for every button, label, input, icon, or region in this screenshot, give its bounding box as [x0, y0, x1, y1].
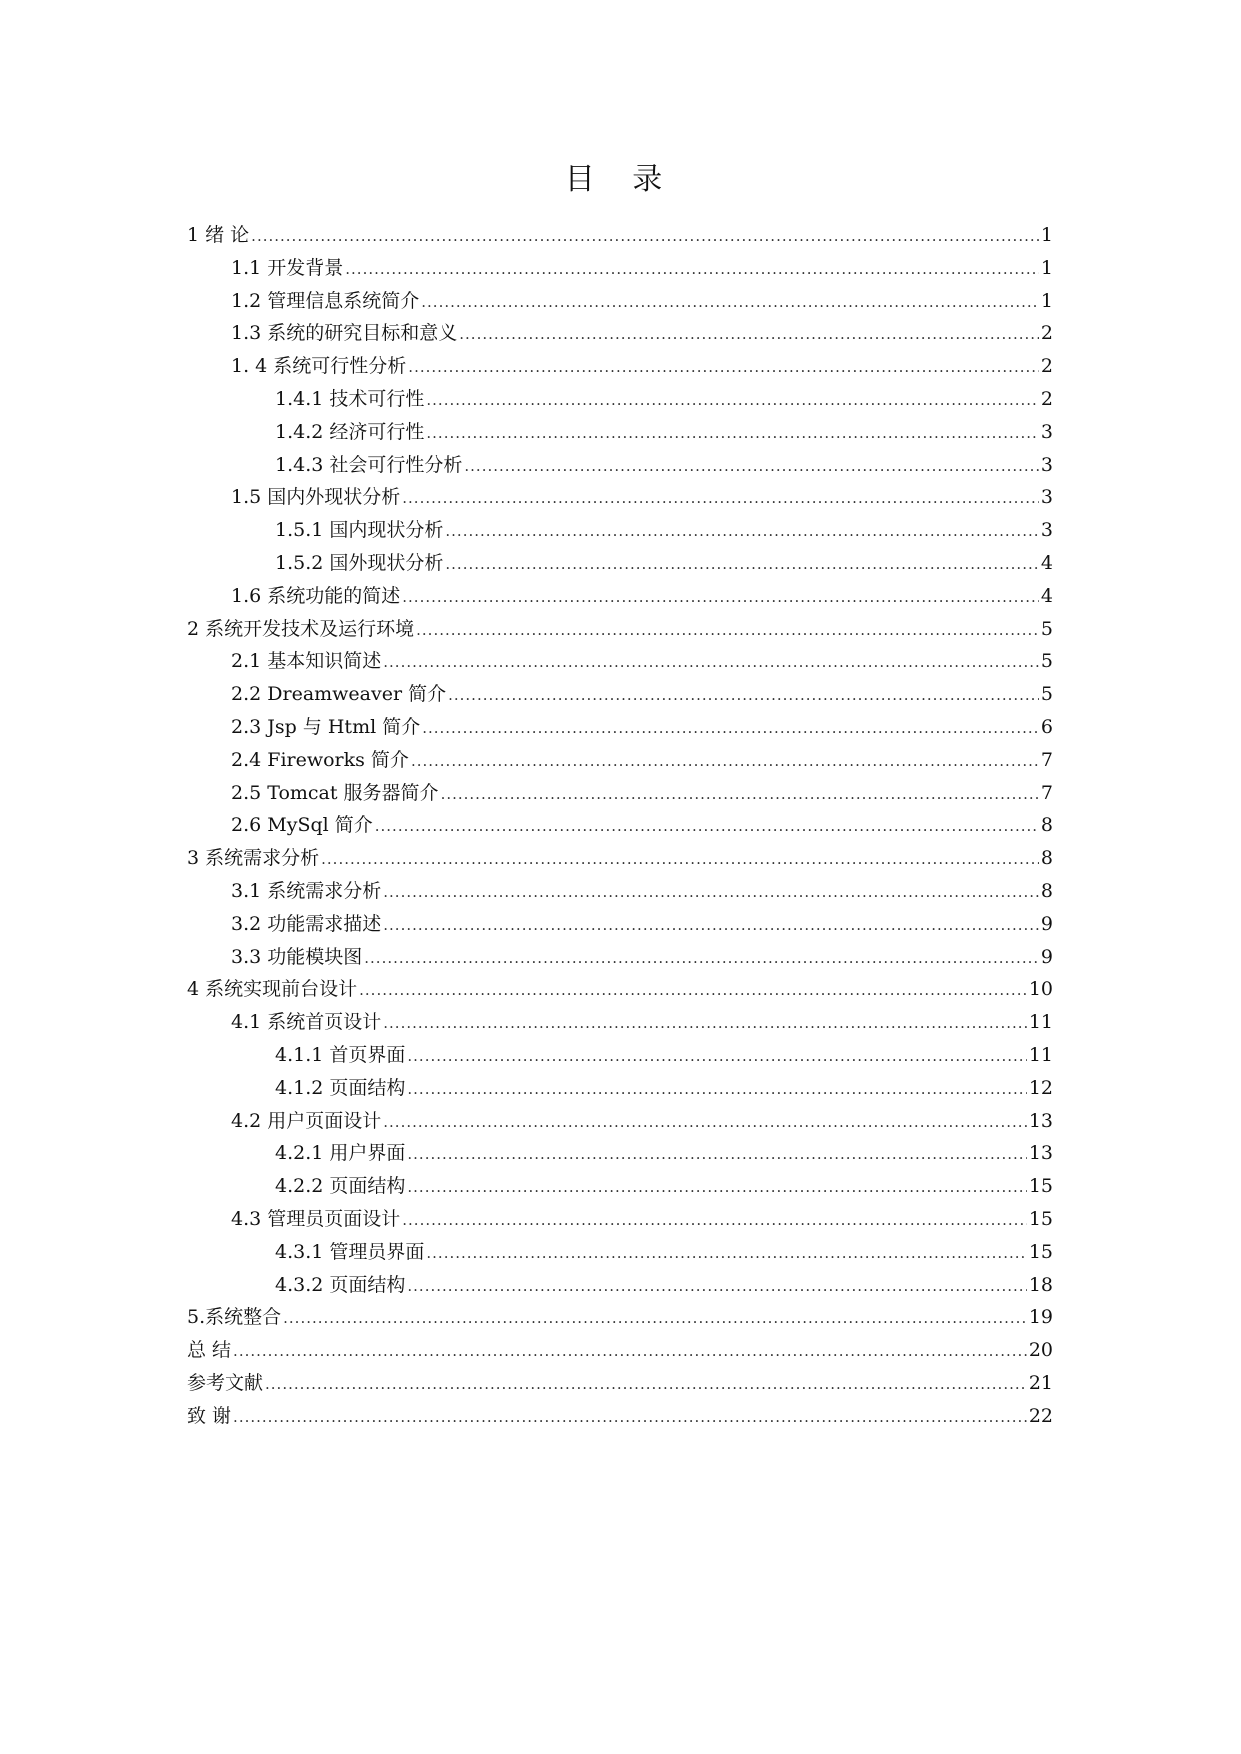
- toc-entry-page-number: 1: [1040, 224, 1053, 246]
- toc-leader-dots: [375, 810, 1039, 843]
- toc-entry-page-number: 15: [1028, 1240, 1053, 1263]
- toc-entry[interactable]: [187, 1301, 1053, 1334]
- toc-entry-label: 4.1.1 首页界面: [275, 1043, 406, 1066]
- toc-entry[interactable]: [187, 449, 1053, 482]
- toc-leader-dots: [407, 1171, 1026, 1204]
- toc-entry[interactable]: [187, 777, 1053, 810]
- toc-entry[interactable]: [187, 1072, 1053, 1105]
- toc-entry-label: 总 结: [187, 1339, 232, 1362]
- toc-entry-page-number: 20: [1028, 1339, 1053, 1362]
- toc-leader-dots: [407, 1040, 1026, 1073]
- toc-entry-label: 1. 4 系统可行性分析: [231, 355, 407, 378]
- toc-leader-dots: [283, 1302, 1027, 1335]
- toc-entry-label: 5.系统整合: [187, 1306, 282, 1329]
- toc-entry[interactable]: [187, 285, 1053, 318]
- toc-entry-page-number: 3: [1040, 486, 1053, 509]
- toc-entry[interactable]: [187, 613, 1053, 646]
- toc-entry[interactable]: [187, 711, 1053, 744]
- toc-entry-label: 4.2 用户页面设计: [231, 1109, 382, 1132]
- toc-leader-dots: [402, 482, 1039, 515]
- toc-entry-label: 1.5 国内外现状分析: [231, 486, 401, 509]
- toc-leader-dots: [383, 1106, 1027, 1139]
- toc-entry-page-number: 2: [1040, 387, 1053, 410]
- toc-entry-label: 4.3.1 管理员界面: [275, 1240, 425, 1263]
- toc-entry[interactable]: [187, 1039, 1053, 1072]
- toc-entry-label: 1.1 开发背景: [231, 256, 344, 279]
- toc-entry[interactable]: [187, 1269, 1053, 1302]
- toc-entry[interactable]: [187, 219, 1053, 252]
- toc-entry-page-number: 8: [1040, 814, 1053, 837]
- toc-entry-label: 4.3.2 页面结构: [275, 1273, 406, 1296]
- toc-leader-dots: [445, 515, 1039, 548]
- toc-entry-label: 4.1.2 页面结构: [275, 1076, 406, 1099]
- toc-entry-page-number: 5: [1040, 683, 1053, 706]
- toc-entry[interactable]: [187, 383, 1053, 416]
- toc-entry[interactable]: [187, 416, 1053, 449]
- toc-entry[interactable]: [187, 252, 1053, 285]
- toc-entry-label: 3 系统需求分析: [187, 847, 320, 870]
- toc-entry-label: 致 谢: [187, 1404, 232, 1427]
- toc-entry-page-number: 7: [1040, 748, 1053, 771]
- toc-leader-dots: [233, 1401, 1027, 1434]
- toc-entry[interactable]: [187, 809, 1053, 842]
- toc-entry-page-number: 13: [1028, 1142, 1053, 1165]
- toc-entry-label: 2 系统开发技术及运行环境: [187, 617, 415, 640]
- toc-entry[interactable]: [187, 1367, 1053, 1400]
- toc-entry[interactable]: [187, 1170, 1053, 1203]
- toc-leader-dots: [321, 843, 1039, 876]
- toc-leader-dots: [426, 384, 1039, 417]
- toc-entry[interactable]: [187, 547, 1053, 580]
- toc-leader-dots: [464, 450, 1039, 483]
- toc-entry[interactable]: [187, 744, 1053, 777]
- toc-entry-label: 2.6 MySql 简介: [231, 814, 373, 837]
- toc-entry-page-number: 3: [1040, 453, 1053, 476]
- toc-leader-dots: [459, 318, 1039, 351]
- toc-entry-page-number: 4: [1040, 584, 1053, 607]
- toc-entry-page-number: 8: [1040, 847, 1053, 870]
- toc-entry[interactable]: [187, 580, 1053, 613]
- toc-entry[interactable]: [187, 1006, 1053, 1039]
- toc-leader-dots: [383, 646, 1039, 679]
- toc-entry-label: 1.2 管理信息系统简介: [231, 289, 420, 312]
- toc-entry-label: 2.1 基本知识简述: [231, 650, 382, 673]
- toc-leader-dots: [416, 614, 1039, 647]
- toc-leader-dots: [408, 351, 1039, 384]
- toc-leader-dots: [422, 712, 1039, 745]
- toc-entry[interactable]: [187, 1203, 1053, 1236]
- toc-entry[interactable]: [187, 350, 1053, 383]
- toc-title: 目 录: [564, 162, 677, 197]
- toc-entry[interactable]: [187, 1400, 1053, 1433]
- toc-leader-dots: [364, 942, 1039, 975]
- toc-leader-dots: [383, 876, 1039, 909]
- toc-entry-label: 2.2 Dreamweaver 简介: [231, 683, 447, 706]
- toc-entry-page-number: 2: [1040, 355, 1053, 378]
- toc-entry-page-number: 11: [1028, 1043, 1053, 1066]
- toc-entry-page-number: 8: [1040, 879, 1053, 902]
- toc-entry-label: 1.4.2 经济可行性: [275, 420, 425, 443]
- toc-entry-page-number: 12: [1028, 1076, 1053, 1099]
- toc-entry-label: 2.3 Jsp 与 Html 简介: [231, 715, 421, 738]
- toc-entry-page-number: 15: [1028, 1207, 1053, 1230]
- toc-entry-page-number: 9: [1040, 912, 1053, 935]
- toc-entry-page-number: 3: [1040, 519, 1053, 542]
- toc-entry[interactable]: [187, 317, 1053, 350]
- toc-entry[interactable]: [187, 908, 1053, 941]
- toc-entry-label: 4.2.2 页面结构: [275, 1175, 406, 1198]
- toc-entry-label: 1.4.3 社会可行性分析: [275, 453, 463, 476]
- toc-entry-page-number: 5: [1040, 617, 1053, 640]
- toc-entry-page-number: 5: [1040, 650, 1053, 673]
- toc-entry-page-number: 22: [1028, 1404, 1053, 1427]
- toc-leader-dots: [441, 778, 1039, 811]
- toc-leader-dots: [411, 745, 1039, 778]
- toc-entry[interactable]: [187, 1137, 1053, 1170]
- toc-leader-dots: [407, 1138, 1026, 1171]
- toc-entry-label: 3.1 系统需求分析: [231, 879, 382, 902]
- toc-entry[interactable]: [187, 875, 1053, 908]
- toc-leader-dots: [407, 1270, 1026, 1303]
- toc-entry-page-number: 3: [1040, 420, 1053, 443]
- toc-leader-dots: [345, 253, 1039, 286]
- toc-entry[interactable]: [187, 941, 1053, 974]
- toc-entry-page-number: 21: [1028, 1371, 1053, 1394]
- toc-leader-dots: [251, 220, 1039, 253]
- toc-leader-dots: [265, 1368, 1027, 1401]
- toc-entry-label: 1.4.1 技术可行性: [275, 387, 425, 410]
- toc-entry-page-number: 11: [1028, 1011, 1053, 1034]
- toc-entry-page-number: 4: [1040, 551, 1053, 574]
- toc-entry-label: 1 绪 论: [187, 224, 250, 246]
- toc-leader-dots: [233, 1335, 1027, 1368]
- toc-entry-label: 1.6 系统功能的简述: [231, 584, 401, 607]
- toc-leader-dots: [421, 286, 1039, 319]
- toc-leader-dots: [445, 548, 1039, 581]
- toc-entry-page-number: 10: [1028, 978, 1053, 1001]
- toc-leader-dots: [359, 974, 1027, 1007]
- toc-entry-page-number: 6: [1040, 715, 1053, 738]
- toc-entry-label: 1.3 系统的研究目标和意义: [231, 322, 458, 345]
- toc-entry-label: 参考文献: [187, 1371, 264, 1394]
- toc-entry-page-number: 19: [1028, 1306, 1053, 1329]
- toc-entry-page-number: 9: [1040, 945, 1053, 968]
- toc-entry-label: 1.5.2 国外现状分析: [275, 551, 444, 574]
- toc-leader-dots: [407, 1073, 1026, 1106]
- toc-entry-label: 4.1 系统首页设计: [231, 1011, 382, 1034]
- toc-entry[interactable]: [187, 678, 1053, 711]
- toc-entry[interactable]: [187, 514, 1053, 547]
- toc-entry-label: 4.2.1 用户界面: [275, 1142, 406, 1165]
- toc-entry-label: 3.2 功能需求描述: [231, 912, 382, 935]
- toc-leader-dots: [448, 679, 1039, 712]
- toc-entry[interactable]: [187, 1236, 1053, 1269]
- toc-leader-dots: [426, 1237, 1026, 1270]
- toc-entry[interactable]: [187, 1105, 1053, 1138]
- toc-entry-label: 2.5 Tomcat 服务器简介: [231, 781, 439, 804]
- toc-entry-page-number: 7: [1040, 781, 1053, 804]
- toc-leader-dots: [402, 581, 1039, 614]
- toc-entry-label: 3.3 功能模块图: [231, 945, 363, 968]
- toc-entry-page-number: 13: [1028, 1109, 1053, 1132]
- toc-entry[interactable]: [187, 481, 1053, 514]
- toc-entry-page-number: 2: [1040, 322, 1053, 345]
- toc-entry-label: 4 系统实现前台设计: [187, 978, 358, 1001]
- toc-entry[interactable]: [187, 1334, 1053, 1367]
- toc-leader-dots: [383, 909, 1039, 942]
- toc-entry-label: 4.3 管理员页面设计: [231, 1207, 401, 1230]
- toc-entry[interactable]: [187, 973, 1053, 1006]
- toc-entry-page-number: 18: [1028, 1273, 1053, 1296]
- toc-entry-page-number: 15: [1028, 1175, 1053, 1198]
- toc-leader-dots: [383, 1007, 1027, 1040]
- toc-entry-page-number: 1: [1040, 256, 1053, 279]
- toc-entry-label: 2.4 Fireworks 简介: [231, 748, 409, 771]
- toc-entry-page-number: 1: [1040, 289, 1053, 312]
- toc-entry[interactable]: [187, 645, 1053, 678]
- table-of-contents: [187, 219, 1053, 1432]
- toc-entry[interactable]: [187, 842, 1053, 875]
- toc-entry-label: 1.5.1 国内现状分析: [275, 519, 444, 542]
- toc-leader-dots: [426, 417, 1039, 450]
- toc-leader-dots: [402, 1204, 1027, 1237]
